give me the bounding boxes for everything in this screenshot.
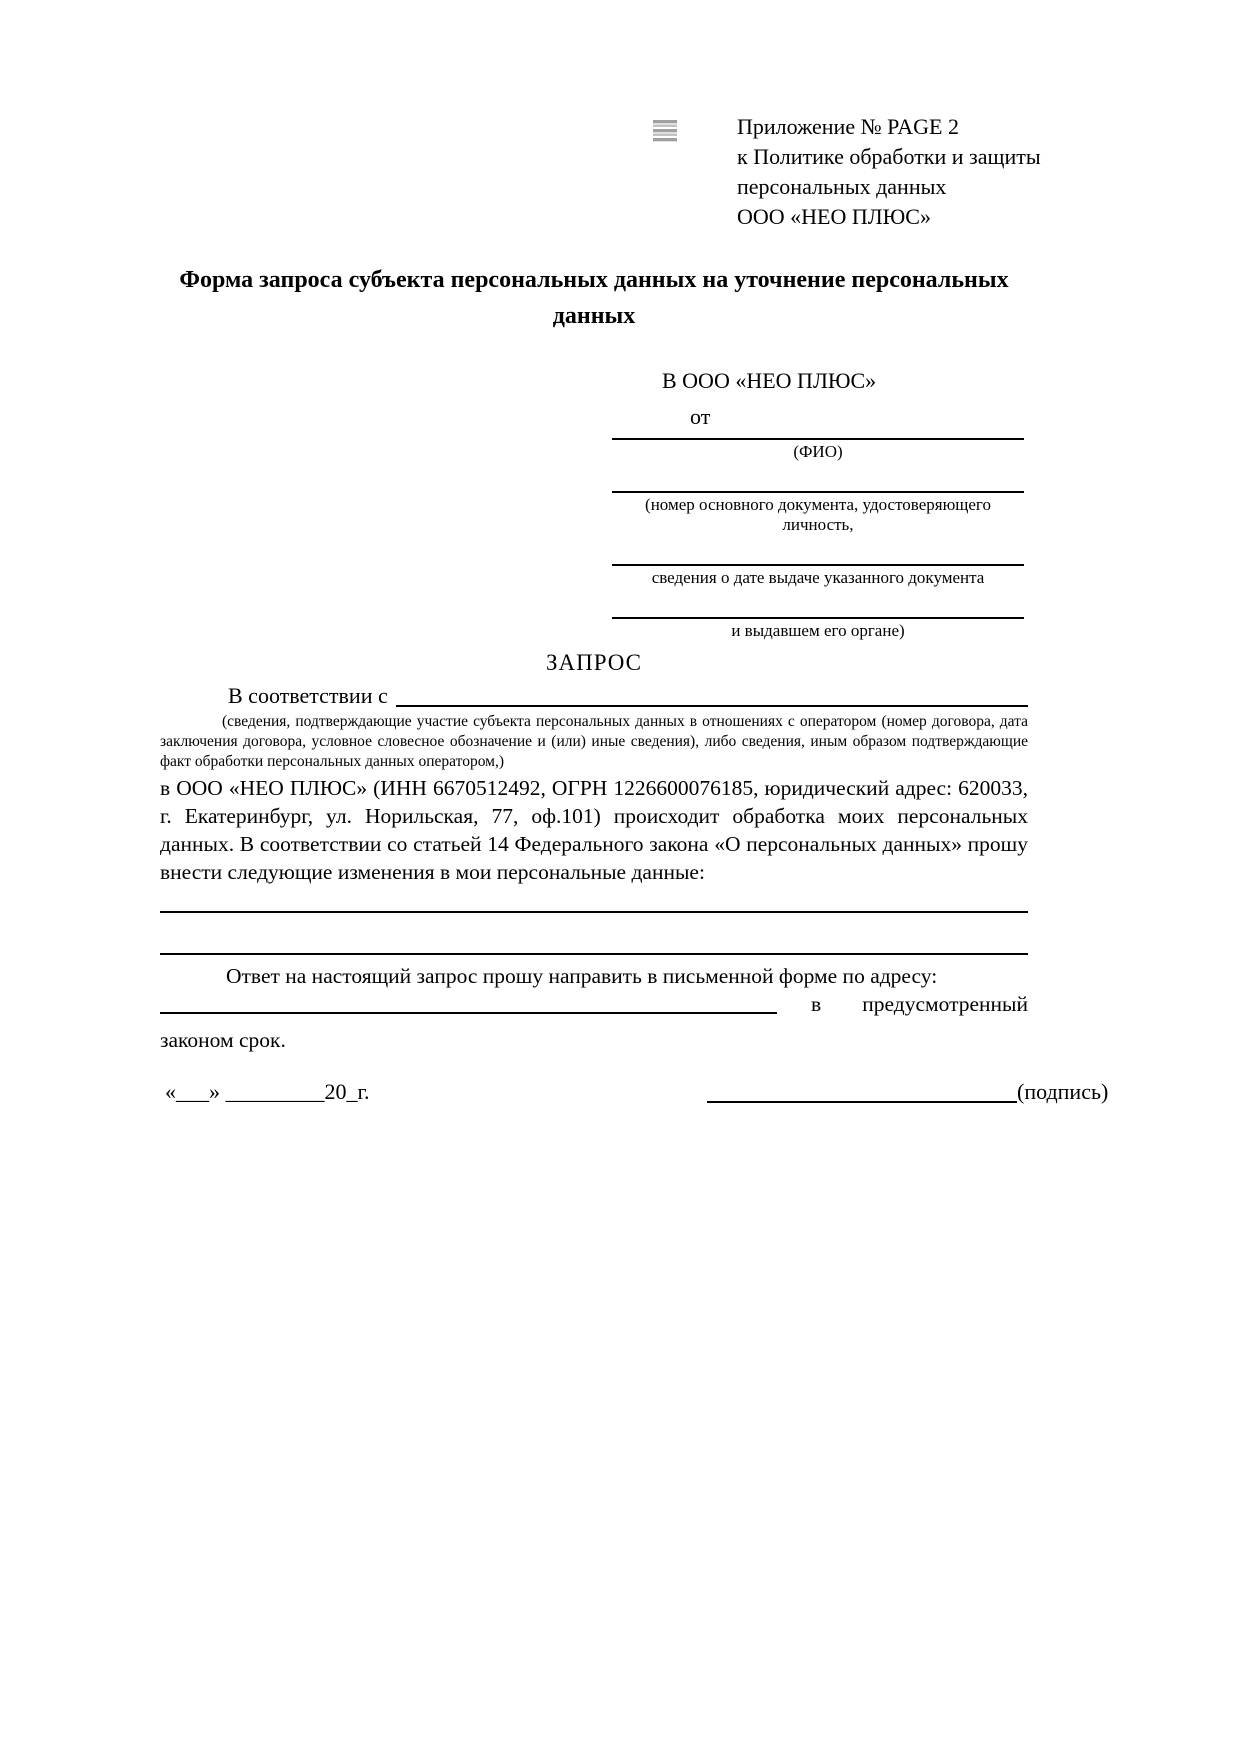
field-shading-icon (653, 120, 677, 142)
signature-fill-line (707, 1101, 1017, 1103)
header-policy-line1: к Политике обработки и защиты (737, 144, 1041, 169)
accordance-line (160, 681, 1028, 711)
addressee-from-label: от (690, 404, 711, 429)
answer-address-row (160, 990, 1028, 1018)
changes-fill-line-1 (160, 911, 1028, 913)
request-body-paragraph: в ООО «НЕО ПЛЮС» (ИНН 6670512492, ОГРН 1226600076185, юридический адрес: 620033, г. Екатеринбург, ул. Норильская, 77, оф.101) происходит обработка моих персональных данных. В соответствии со статьей 14 Федерального закона «О персональных данных» прошу внести следующие изменения в мои персональные данные: (160, 776, 1028, 884)
header-appendix-line: Приложение № PAGE 2 (737, 114, 959, 139)
header-org-line: ООО «НЕО ПЛЮС» (737, 204, 931, 229)
answer-tail: законом срок. (160, 1028, 286, 1052)
issuing-authority-caption: и выдавшем его органе) (731, 621, 905, 640)
page-title: Форма запроса субъекта персональных данных на уточнение персональных данных (179, 267, 1009, 329)
request-heading: ЗАПРОС (545, 650, 643, 675)
document-header (737, 112, 1041, 232)
addressee-block (612, 366, 1024, 670)
answer-intro: Ответ на настоящий запрос прошу направить в письменной форме по адресу: (226, 964, 938, 988)
document-number-field (612, 491, 1024, 535)
fio-field (612, 438, 1024, 462)
document-number-caption: (номер основного документа, удостоверяющего личность, (645, 495, 991, 534)
date-fill-label: «___» _________20_г. (165, 1079, 370, 1104)
addressee-to: В ООО «НЕО ПЛЮС» (662, 368, 877, 393)
header-policy-line2: персональных данных (737, 174, 947, 199)
issuing-authority-field (612, 617, 1024, 641)
issue-date-field (612, 564, 1024, 588)
issue-date-caption: сведения о дате выдаче указанного документа (651, 568, 985, 587)
answer-word-predusmotrennyj: предусмотренный (862, 992, 1028, 1016)
signature-caption: (подпись) (1017, 1079, 1109, 1104)
accordance-prefix: В соответствии с (228, 683, 388, 708)
signature-block (707, 1078, 1108, 1106)
accordance-fill-line (396, 705, 1028, 707)
fineprint-note: (сведения, подтверждающие участие субъекта персональных данных в отношениях с оператором (номер договора, дата заключения договора, условное словесное обозначение и (или) иные сведения), либо сведения, иным образом подтверждающие факт обработки персональных данных оператором,) (160, 713, 1028, 770)
address-fill-line (160, 1012, 777, 1014)
fio-caption: (ФИО) (793, 442, 843, 461)
answer-word-v: в (811, 992, 822, 1016)
changes-fill-line-2 (160, 953, 1028, 955)
